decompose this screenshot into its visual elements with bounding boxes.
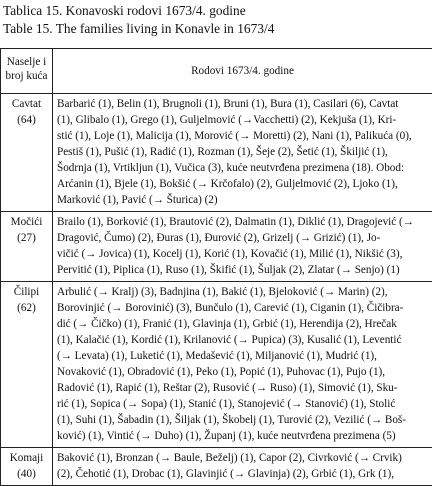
house-count: (40) bbox=[1, 466, 52, 482]
families-text-line: Borovinjić (→ Borovinić) (3), Bunčulo (1), Carević (1), Ciganin (1), Čičibra- bbox=[57, 300, 430, 316]
families-cell bbox=[53, 212, 432, 282]
settlement-name: Močići bbox=[1, 214, 52, 230]
families-text-line: Marković (1), Pavić (→ Šturica) (2) bbox=[57, 192, 430, 208]
settlement-column-header bbox=[1, 49, 53, 94]
table-header-row bbox=[1, 49, 432, 94]
families-cell bbox=[53, 448, 432, 486]
families-text-line: Šodrnja (1), Vrtikljun (1), Vučica (3), kuće neutvrđena prezimena (18). Obod: bbox=[57, 160, 430, 176]
families-text-line: Brailo (1), Borković (1), Brautović (2), Dalmatin (1), Diklić (1), Dragojević (→ bbox=[57, 214, 430, 230]
settlement-cell bbox=[1, 448, 53, 486]
families-text-line: Novaković (1), Obradović (1), Peko (1), Popić (1), Puhovac (1), Pujo (1), bbox=[57, 364, 430, 380]
table-body bbox=[1, 94, 432, 486]
families-text-line: ković) (1), Vintić (→ Duho) (1), Županj (1), kuće neutvrđena prezimena (5) bbox=[57, 428, 430, 444]
settlement-name: Čilipi bbox=[1, 284, 52, 300]
families-text-line: Pervitić (1), Piplica (1), Ruso (1), Škifić (1), Šuljak (2), Zlatar (→ Senjo) (1) bbox=[57, 262, 430, 278]
families-cell bbox=[53, 94, 432, 212]
settlement-cell bbox=[1, 94, 53, 212]
families-text-line: (→ Levata) (1), Luketić (1), Medašević (1), Miljanović (1), Mudrić (1), bbox=[57, 348, 430, 364]
table-row bbox=[1, 94, 432, 212]
families-text-line: Pestiš (1), Pušić (1), Radić (1), Rozman (1), Šeje (2), Šetić (1), Škiljić (1), bbox=[57, 144, 430, 160]
settlement-name: Komaji bbox=[1, 450, 52, 466]
house-count: (64) bbox=[1, 112, 52, 128]
families-text-line: Radović (1), Rapić (1), Reštar (2), Rusović (→ Ruso) (1), Simović (1), Sku- bbox=[57, 380, 430, 396]
families-text-line: (1), Glibalo (1), Grego (1), Guljelmović (→Vacchetti) (2), Kekjuša (1), Kri- bbox=[57, 112, 430, 128]
families-text-line: Baković (1), Bronzan (→ Baule, Beželj) (1), Capor (2), Civrković (→ Crvik) bbox=[57, 450, 430, 466]
families-text-line: dić (→ Čičko) (1), Franić (1), Glavinja (1), Grbić (1), Herendija (2), Hrečak bbox=[57, 316, 430, 332]
house-count: (27) bbox=[1, 230, 52, 246]
settlement-header-line1: Naselje i bbox=[7, 56, 46, 68]
table-caption-croatian: Tablica 15. Konavoski rodovi 1673/4. godine bbox=[3, 3, 246, 19]
families-text-line: (1), Kalačić (1), Kordić (1), Krilanović (→ Pupica) (3), Kusalić (1), Leventić bbox=[57, 332, 430, 348]
settlement-cell bbox=[1, 212, 53, 282]
settlement-name: Cavtat bbox=[1, 96, 52, 112]
families-text-line: (2), Čehotić (1), Drobac (1), Glavinjić (→ Glavinja) (2), Grbić (1), Grk (1), bbox=[57, 466, 430, 482]
table-row bbox=[1, 448, 432, 486]
house-count: (62) bbox=[1, 300, 52, 316]
families-text-line: (1), Suhi (1), Šabadin (1), Šiljak (1), Škobelj (1), Turović (2), Vezilić (→ Boš- bbox=[57, 412, 430, 428]
families-text-line: vičić (→ Jovica) (1), Kocelj (1), Korić (1), Kovačić (1), Milić (1), Nikšić (3), bbox=[57, 246, 430, 262]
families-text-line: stić (1), Loje (1), Malicija (1), Morović (→ Moretti) (2), Nani (1), Palikuća (0), bbox=[57, 128, 430, 144]
families-text-line: Barbarić (1), Belin (1), Brugnoli (1), Bruni (1), Bura (1), Casilari (6), Cavtat bbox=[57, 96, 430, 112]
families-text-line: Arbulić (→ Kralj) (3), Badnjina (1), Bakić (1), Bjeloković (→ Marin) (2), bbox=[57, 284, 430, 300]
table-caption-english: Table 15. The families living in Konavle in 1673/4 bbox=[3, 21, 274, 37]
families-text-line: rić (1), Sopica (→ Sopa) (1), Stanić (1), Stanojević (→ Stanović) (1), Stolić bbox=[57, 396, 430, 412]
settlement-header-line2: broj kuća bbox=[6, 70, 48, 82]
families-text-line: Dragović, Čumo) (2), Đuras (1), Đurović (2), Grizelj (→ Grizić) (1), Jo- bbox=[57, 230, 430, 246]
families-column-header: Rodovi 1673/4. godine bbox=[53, 49, 432, 94]
table-row bbox=[1, 212, 432, 282]
families-text-line: Arćanin (1), Bjele (1), Bokšić (→ Krčofalo) (2), Guljelmović (2), Ljoko (1), bbox=[57, 176, 430, 192]
families-table bbox=[0, 48, 432, 486]
